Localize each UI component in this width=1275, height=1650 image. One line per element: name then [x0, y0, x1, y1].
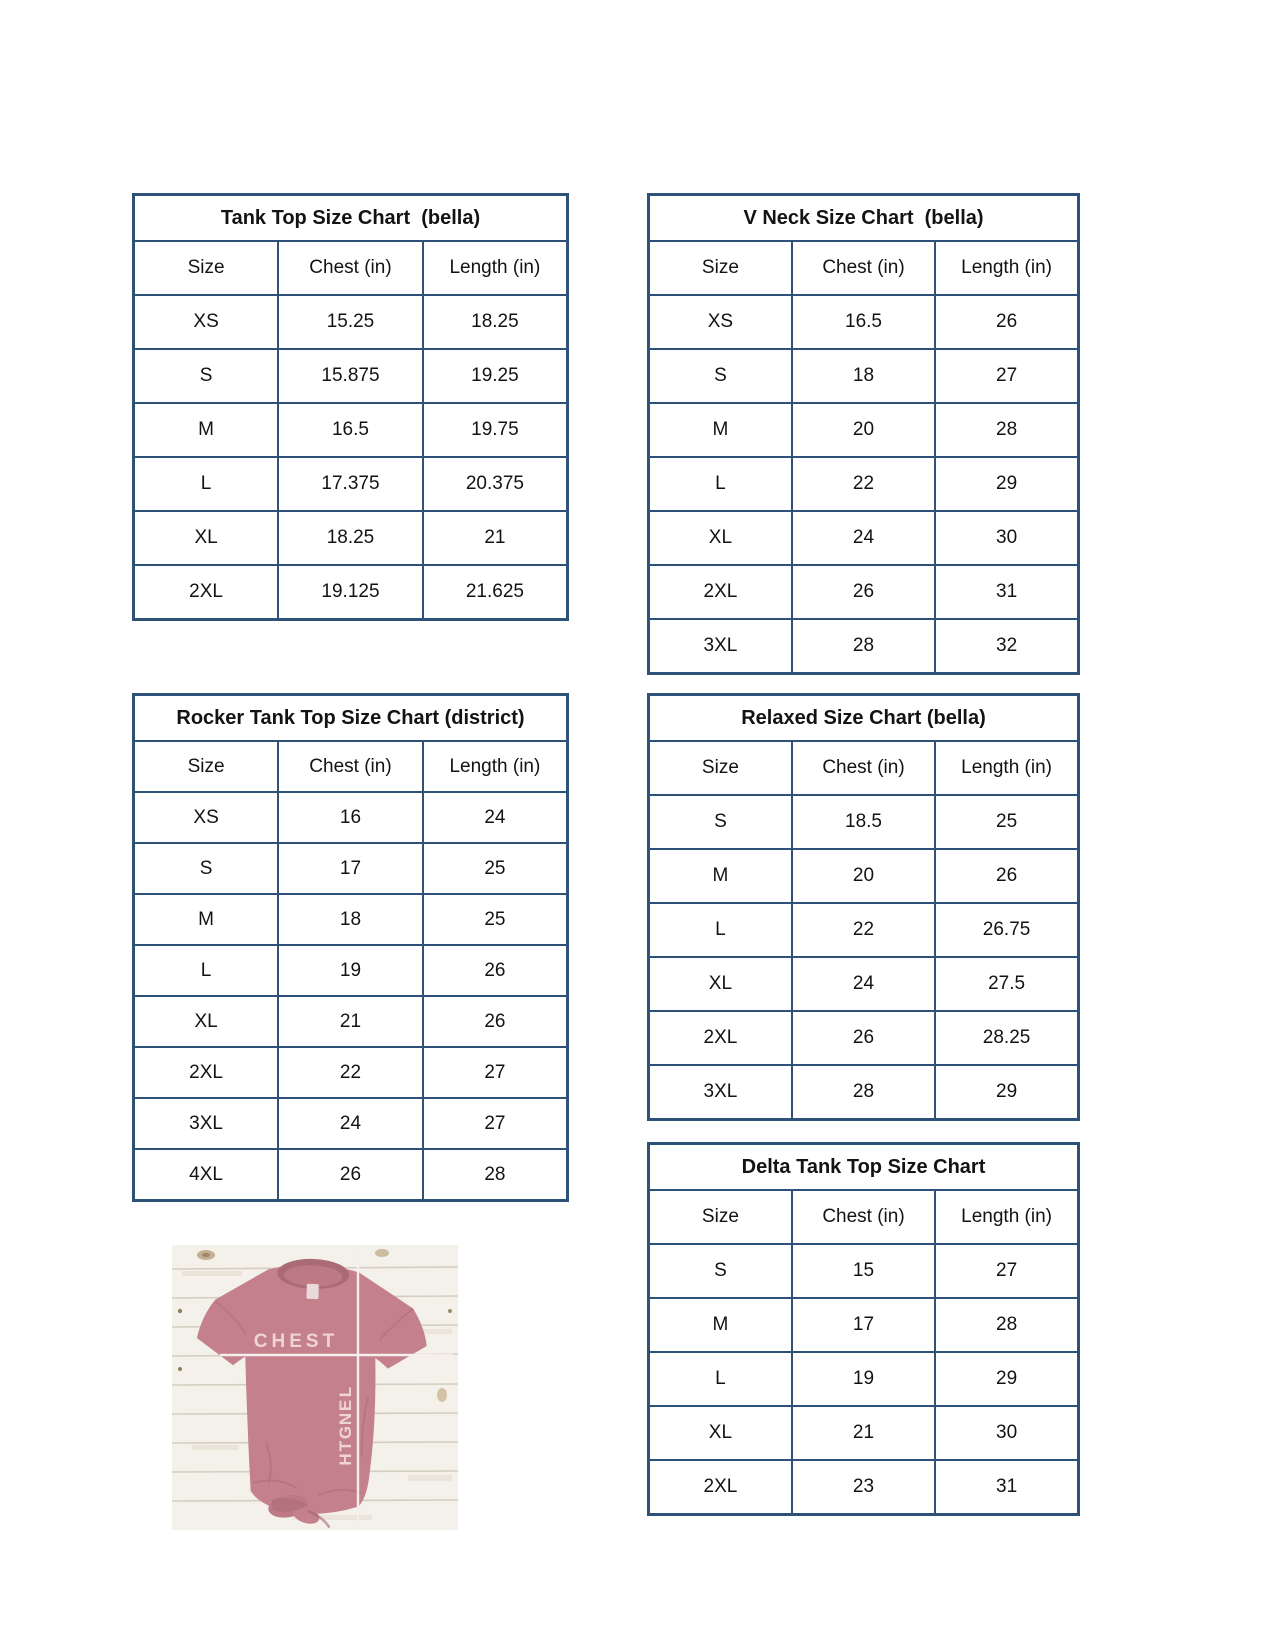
table-row	[649, 403, 1079, 457]
table-cell: M	[649, 849, 792, 903]
length-label-letter: G	[336, 1425, 355, 1440]
table-cell: 15.25	[278, 295, 423, 349]
table-row	[649, 619, 1079, 674]
shirt-measurement-illustration	[172, 1245, 458, 1530]
table-cell: 27	[423, 1047, 568, 1098]
title-row	[134, 195, 568, 242]
table-row	[649, 849, 1079, 903]
title-row	[134, 695, 568, 742]
table-cell: 18	[278, 894, 423, 945]
title-row	[649, 695, 1079, 742]
table-row	[649, 457, 1079, 511]
table-row	[134, 996, 568, 1047]
table-cell: 26	[278, 1149, 423, 1201]
table-cell: 28	[792, 619, 935, 674]
table-cell: 31	[935, 1460, 1078, 1515]
table-cell: 28	[935, 1298, 1078, 1352]
table-cell: 18.25	[423, 295, 568, 349]
neck-tag	[306, 1284, 319, 1299]
table-cell: 2XL	[134, 1047, 279, 1098]
table-row	[649, 957, 1079, 1011]
column-header: Length (in)	[935, 241, 1078, 295]
table-row	[649, 1352, 1079, 1406]
header-row	[649, 241, 1079, 295]
table-cell: 17	[792, 1298, 935, 1352]
table-cell: M	[649, 403, 792, 457]
table-cell: L	[649, 903, 792, 957]
table-row	[649, 1244, 1079, 1298]
table-cell: 22	[792, 457, 935, 511]
table-cell: 19.25	[423, 349, 568, 403]
table-row	[649, 1298, 1079, 1352]
table-title: Delta Tank Top Size Chart	[649, 1144, 1079, 1191]
length-label-letter: E	[336, 1399, 355, 1412]
table-cell: 3XL	[649, 1065, 792, 1120]
table-cell: S	[134, 843, 279, 894]
column-header: Chest (in)	[792, 741, 935, 795]
table-cell: L	[134, 945, 279, 996]
table-cell: 4XL	[134, 1149, 279, 1201]
column-header: Chest (in)	[278, 741, 423, 792]
chest-label: CHEST	[253, 1331, 339, 1352]
table-cell: XL	[649, 1406, 792, 1460]
table-row	[134, 403, 568, 457]
table-cell: 19	[278, 945, 423, 996]
table-cell: 25	[935, 795, 1078, 849]
table-cell: 22	[792, 903, 935, 957]
table-cell: 30	[935, 1406, 1078, 1460]
table-cell: 3XL	[134, 1098, 279, 1149]
table-cell: 28	[423, 1149, 568, 1201]
table-row	[134, 1149, 568, 1201]
table-cell: 19.125	[278, 565, 423, 620]
table-cell: XL	[649, 957, 792, 1011]
table-cell: 28	[935, 403, 1078, 457]
table-row	[649, 1460, 1079, 1515]
table-cell: 27	[423, 1098, 568, 1149]
table-row	[649, 1065, 1079, 1120]
column-header: Length (in)	[935, 1190, 1078, 1244]
table-row	[134, 894, 568, 945]
table-cell: XS	[134, 792, 279, 843]
table-title: Relaxed Size Chart (bella)	[649, 695, 1079, 742]
table-row	[134, 843, 568, 894]
table-row	[649, 903, 1079, 957]
table-row	[649, 295, 1079, 349]
table-cell: 26	[423, 945, 568, 996]
table-cell: M	[134, 894, 279, 945]
table-cell: 15	[792, 1244, 935, 1298]
table-row	[134, 945, 568, 996]
table-row	[649, 349, 1079, 403]
table-cell: 31	[935, 565, 1078, 619]
table-row	[649, 795, 1079, 849]
table-row	[649, 565, 1079, 619]
table-cell: 25	[423, 843, 568, 894]
column-header: Length (in)	[423, 241, 568, 295]
table-row	[134, 1098, 568, 1149]
table-cell: XS	[649, 295, 792, 349]
table-row	[134, 565, 568, 620]
column-header: Length (in)	[423, 741, 568, 792]
table-cell: 18.25	[278, 511, 423, 565]
table-cell: 15.875	[278, 349, 423, 403]
table-cell: 20.375	[423, 457, 568, 511]
table-cell: 30	[935, 511, 1078, 565]
table-row	[134, 295, 568, 349]
table-cell: M	[649, 1298, 792, 1352]
table-cell: 27	[935, 349, 1078, 403]
table-cell: 26	[935, 849, 1078, 903]
column-header: Chest (in)	[792, 241, 935, 295]
column-header: Size	[649, 741, 792, 795]
table-cell: 29	[935, 1065, 1078, 1120]
tank-top-size-chart-table	[132, 193, 569, 621]
table-cell: 24	[278, 1098, 423, 1149]
table-cell: 29	[935, 457, 1078, 511]
table-cell: 20	[792, 403, 935, 457]
column-header: Size	[649, 1190, 792, 1244]
table-cell: 27.5	[935, 957, 1078, 1011]
header-row	[134, 241, 568, 295]
table-cell: 2XL	[649, 565, 792, 619]
table-cell: 25	[423, 894, 568, 945]
table-cell: XL	[134, 511, 279, 565]
column-header: Size	[134, 741, 279, 792]
table-cell: 28	[792, 1065, 935, 1120]
title-row	[649, 1144, 1079, 1191]
table-cell: S	[649, 795, 792, 849]
table-cell: XL	[134, 996, 279, 1047]
delta-tank-top-size-chart-table	[647, 1142, 1080, 1516]
header-row	[134, 741, 568, 792]
table-cell: 16.5	[278, 403, 423, 457]
table-cell: 3XL	[649, 619, 792, 674]
table-cell: 24	[792, 511, 935, 565]
table-row	[649, 511, 1079, 565]
header-row	[649, 741, 1079, 795]
table-row	[134, 457, 568, 511]
table-cell: 24	[792, 957, 935, 1011]
table-cell: 19.75	[423, 403, 568, 457]
column-header: Size	[134, 241, 279, 295]
table-cell: 2XL	[649, 1460, 792, 1515]
length-label-letter: H	[336, 1453, 355, 1466]
table-cell: 21.625	[423, 565, 568, 620]
column-header: Chest (in)	[792, 1190, 935, 1244]
table-title: Rocker Tank Top Size Chart (district)	[134, 695, 568, 742]
table-title: V Neck Size Chart (bella)	[649, 195, 1079, 242]
table-cell: 19	[792, 1352, 935, 1406]
table-row	[134, 792, 568, 843]
table-cell: S	[649, 349, 792, 403]
table-cell: L	[134, 457, 279, 511]
column-header: Size	[649, 241, 792, 295]
table-cell: 26	[792, 1011, 935, 1065]
table-cell: 17.375	[278, 457, 423, 511]
table-cell: 2XL	[134, 565, 279, 620]
table-cell: 18	[792, 349, 935, 403]
table-cell: 18.5	[792, 795, 935, 849]
table-cell: XL	[649, 511, 792, 565]
table-row	[134, 511, 568, 565]
table-cell: L	[649, 1352, 792, 1406]
table-cell: M	[134, 403, 279, 457]
table-cell: XS	[134, 295, 279, 349]
column-header: Length (in)	[935, 741, 1078, 795]
v-neck-size-chart-table	[647, 193, 1080, 675]
table-cell: S	[649, 1244, 792, 1298]
relaxed-size-chart-table	[647, 693, 1080, 1121]
table-cell: 16.5	[792, 295, 935, 349]
table-cell: 24	[423, 792, 568, 843]
table-cell: 21	[792, 1406, 935, 1460]
table-row	[134, 1047, 568, 1098]
table-cell: 21	[423, 511, 568, 565]
length-label-letter: L	[336, 1386, 355, 1398]
table-cell: 2XL	[649, 1011, 792, 1065]
table-cell: 20	[792, 849, 935, 903]
table-cell: 32	[935, 619, 1078, 674]
table-title: Tank Top Size Chart (bella)	[134, 195, 568, 242]
rocker-tank-top-size-chart-table	[132, 693, 569, 1202]
length-label-letter: N	[336, 1412, 355, 1426]
table-cell: 17	[278, 843, 423, 894]
table-cell: 26	[792, 565, 935, 619]
table-cell: 27	[935, 1244, 1078, 1298]
table-cell: 21	[278, 996, 423, 1047]
table-row	[649, 1406, 1079, 1460]
table-cell: 26.75	[935, 903, 1078, 957]
table-cell: 26	[935, 295, 1078, 349]
table-cell: 23	[792, 1460, 935, 1515]
table-cell: 28.25	[935, 1011, 1078, 1065]
table-cell: 29	[935, 1352, 1078, 1406]
table-cell: 26	[423, 996, 568, 1047]
table-row	[134, 349, 568, 403]
title-row	[649, 195, 1079, 242]
table-row	[649, 1011, 1079, 1065]
header-row	[649, 1190, 1079, 1244]
column-header: Chest (in)	[278, 241, 423, 295]
table-cell: S	[134, 349, 279, 403]
table-cell: 22	[278, 1047, 423, 1098]
length-label-letter: T	[336, 1440, 355, 1452]
table-cell: 16	[278, 792, 423, 843]
table-cell: L	[649, 457, 792, 511]
shirt-measurement-photo	[172, 1245, 458, 1530]
